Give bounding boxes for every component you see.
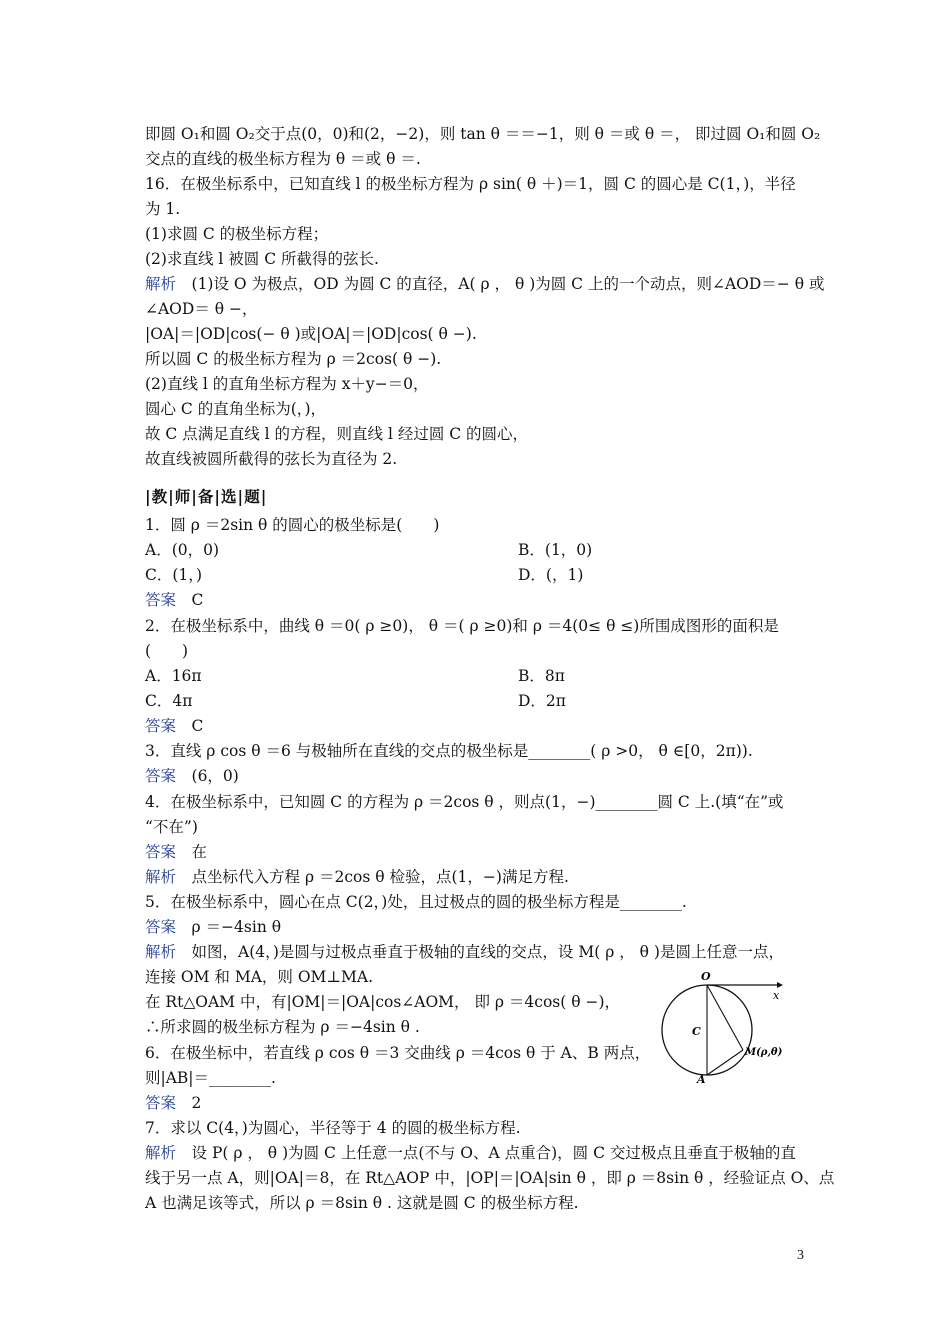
answer-label: 答案 bbox=[145, 1094, 177, 1112]
circle-figure bbox=[655, 965, 795, 1090]
text-line: “不在”) bbox=[145, 818, 198, 836]
question-5: 5．在极坐标系中，圆心在点 C(2，)处，且过极点的圆的极坐标方程是________. bbox=[145, 893, 687, 911]
text-line: A 也满足该等式，所以 ρ ＝8sin θ . 这就是圆 C 的极坐标方程. bbox=[145, 1194, 579, 1212]
problem-16: 16．在极坐标系中，已知直线 l 的极坐标方程为 ρ sin( θ ＋)＝1，圆 C 的圆心是 C(1，)，半径 bbox=[145, 175, 796, 193]
answer-text: 2 bbox=[176, 1094, 202, 1112]
option-d: D．2π bbox=[518, 692, 566, 710]
answer-text: C bbox=[176, 591, 204, 609]
solution-label: 解析 bbox=[145, 1144, 177, 1162]
answer-line bbox=[145, 1093, 201, 1113]
solution-text: 点坐标代入方程 ρ ＝2cos θ 检验，点(1，−)满足方程. bbox=[176, 868, 569, 886]
answer-line bbox=[145, 766, 239, 786]
answer-line bbox=[145, 590, 203, 610]
answer-label: 答案 bbox=[145, 918, 177, 936]
text-line: 在 Rt△OAM 中，有|OM|＝|OA|cos∠AOM， 即 ρ ＝4cos( θ −)， bbox=[145, 993, 621, 1011]
option-a: A．16π bbox=[145, 667, 202, 685]
answer-text: 在 bbox=[176, 843, 208, 861]
question-1: 1．圆 ρ ＝2sin θ 的圆心的极坐标是( ) bbox=[145, 516, 440, 534]
label-a: A bbox=[697, 1073, 706, 1086]
text-line: 连接 OM 和 MA，则 OM⊥MA. bbox=[145, 968, 373, 986]
answer-line bbox=[145, 917, 281, 937]
text-line: 即圆 O₁和圆 O₂交于点(0，0)和(2，−2)，则 tan θ ＝＝−1，则 θ ＝或 θ ＝， 即过圆 O₁和圆 O₂ bbox=[145, 125, 821, 143]
answer-text: (6，0) bbox=[176, 767, 239, 785]
text-line: ∴所求圆的极坐标方程为 ρ ＝−4sin θ . bbox=[145, 1018, 420, 1036]
label-x: x bbox=[773, 989, 780, 1002]
section-heading: |教|师|备|选|题| bbox=[145, 487, 268, 506]
solution-label: 解析 bbox=[145, 868, 177, 886]
text-line: 则|AB|＝________. bbox=[145, 1069, 276, 1087]
option-b: B．(1，0) bbox=[518, 541, 593, 559]
solution-text: 设 P( ρ ， θ )为圆 C 上任意一点(不与 O、A 点重合)，圆 C 交过极点且垂直于极轴的直 bbox=[176, 1144, 796, 1162]
segment-om bbox=[707, 985, 743, 1050]
question-7: 7．求以 C(4，)为圆心，半径等于 4 的圆的极坐标方程. bbox=[145, 1119, 521, 1137]
option-c: C．(1，) bbox=[145, 566, 203, 584]
text-line: 线于另一点 A，则|OA|＝8，在 Rt△AOP 中，|OP|＝|OA|sin θ ，即 ρ ＝8sin θ ，经验证点 O、点 bbox=[145, 1169, 835, 1187]
label-c: C bbox=[692, 1025, 701, 1038]
solution-label: 解析 bbox=[145, 943, 177, 961]
text-line: ∠AOD＝ θ −， bbox=[145, 300, 258, 318]
question-3: 3．直线 ρ cos θ ＝6 与极轴所在直线的交点的极坐标是________( ρ >0， θ ∈[0，2π)). bbox=[145, 742, 753, 760]
answer-text: C bbox=[176, 717, 204, 735]
solution-line bbox=[145, 1143, 796, 1163]
answer-text: ρ ＝−4sin θ bbox=[176, 918, 282, 936]
text-line: 故直线被圆所截得的弦长为直径为 2. bbox=[145, 450, 398, 468]
solution-text: 如图，A(4，)是圆与过极点垂直于极轴的直线的交点，设 M( ρ ， θ )是圆上任意一点， bbox=[176, 943, 784, 961]
solution-label: 解析 bbox=[145, 275, 177, 293]
solution-line bbox=[145, 274, 824, 294]
solution-line bbox=[145, 867, 569, 887]
page-number: 3 bbox=[797, 1248, 804, 1263]
answer-label: 答案 bbox=[145, 767, 177, 785]
answer-label: 答案 bbox=[145, 591, 177, 609]
option-a: A．(0，0) bbox=[145, 541, 220, 559]
text-line: (1)求圆 C 的极坐标方程； bbox=[145, 225, 329, 243]
option-d: D．(，1) bbox=[518, 566, 584, 584]
answer-line bbox=[145, 842, 207, 862]
text-line: (2)求直线 l 被圆 C 所截得的弦长. bbox=[145, 250, 379, 268]
solution-text: (1)设 O 为极点，OD 为圆 C 的直径，A( ρ ， θ )为圆 C 上的一个动点，则∠AOD＝− θ 或 bbox=[176, 275, 825, 293]
label-o: O bbox=[701, 970, 711, 983]
answer-label: 答案 bbox=[145, 843, 177, 861]
text-line: (2)直线 l 的直角坐标方程为 x＋y−＝0， bbox=[145, 375, 429, 393]
text-line: 为 1. bbox=[145, 200, 181, 218]
answer-line bbox=[145, 716, 203, 736]
answer-label: 答案 bbox=[145, 717, 177, 735]
text-line: 所以圆 C 的极坐标方程为 ρ ＝2cos( θ −). bbox=[145, 350, 442, 368]
label-m: M(ρ,θ) bbox=[745, 1047, 783, 1058]
text-line: 故 C 点满足直线 l 的方程，则直线 l 经过圆 C 的圆心， bbox=[145, 425, 529, 443]
question-6: 6．在极坐标中，若直线 ρ cos θ ＝3 交曲线 ρ ＝4cos θ 于 A、B 两点， bbox=[145, 1044, 651, 1062]
question-2: 2．在极坐标系中，曲线 θ ＝0( ρ ≥0)， θ ＝( ρ ≥0)和 ρ ＝4(0≤ θ ≤)所围成图形的面积是 bbox=[145, 617, 779, 635]
question-4: 4．在极坐标系中，已知圆 C 的方程为 ρ ＝2cos θ ，则点(1，−)________圆 C 上.(填“在”或 bbox=[145, 793, 784, 811]
option-c: C．4π bbox=[145, 692, 193, 710]
arrow-icon bbox=[777, 982, 783, 988]
solution-line bbox=[145, 942, 784, 962]
text-line: |OA|＝|OD|cos(− θ )或|OA|＝|OD|cos( θ −). bbox=[145, 325, 477, 343]
option-b: B．8π bbox=[518, 667, 565, 685]
text-line: 圆心 C 的直角坐标为(，)， bbox=[145, 400, 327, 418]
text-line: ( ) bbox=[145, 642, 189, 660]
text-line: 交点的直线的极坐标方程为 θ ＝或 θ ＝. bbox=[145, 150, 421, 168]
